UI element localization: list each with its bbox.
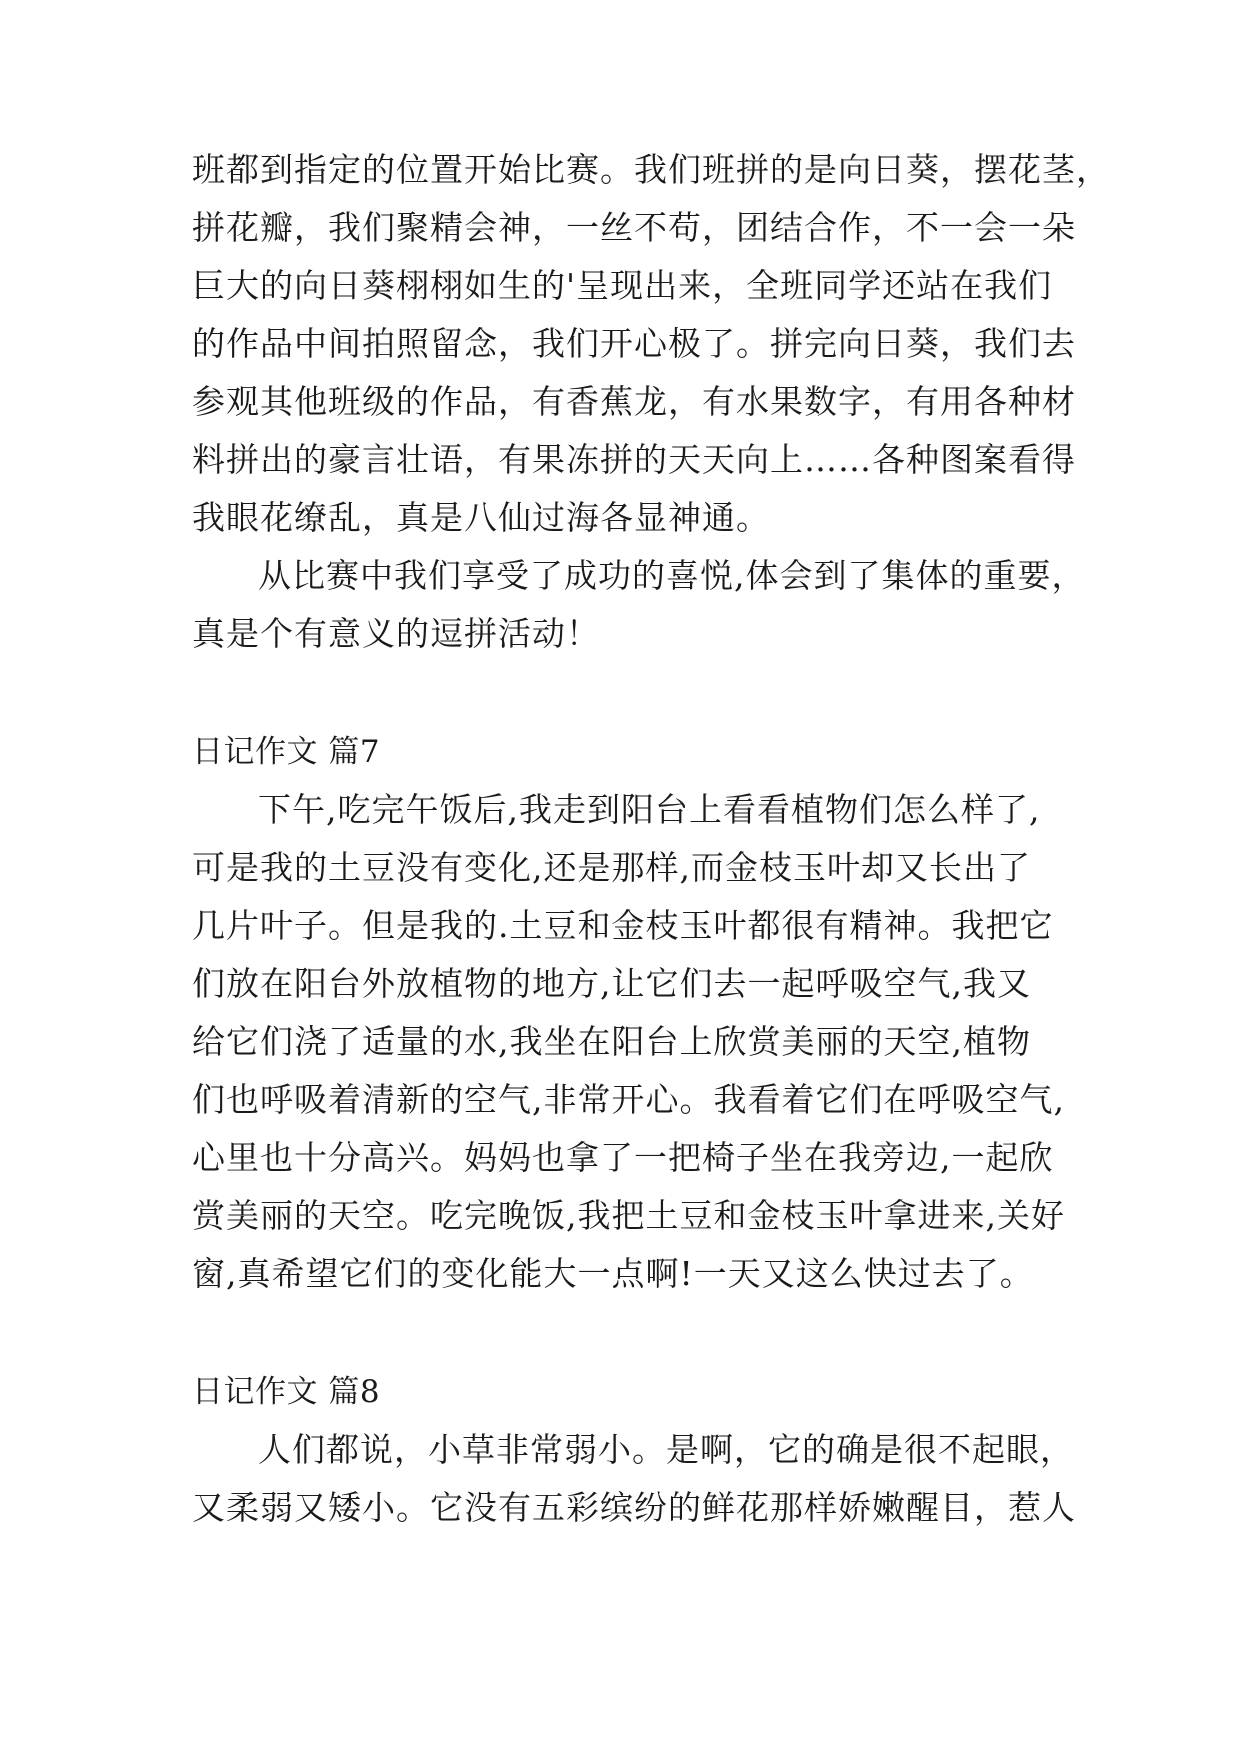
- section-heading: 日记作文 篇8: [192, 1374, 381, 1410]
- text-line: 参观其他班级的作品，有香蕉龙，有水果数字，有用各种材: [192, 382, 1076, 421]
- text-line: 赏美丽的天空。吃完晚饭,我把土豆和金枝玉叶拿进来,关好: [192, 1196, 1065, 1235]
- text-line: 心里也十分高兴。妈妈也拿了一把椅子坐在我旁边,一起欣: [192, 1138, 1054, 1177]
- text-line: 真是个有意义的逗拼活动！: [192, 614, 600, 653]
- text-line: 们也呼吸着清新的空气,非常开心。我看着它们在呼吸空气,: [192, 1080, 1065, 1119]
- text-line: 可是我的土豆没有变化,还是那样,而金枝玉叶却又长出了: [192, 848, 1031, 887]
- text-line: 班都到指定的位置开始比赛。我们班拼的是向日葵，摆花茎，: [192, 150, 1110, 189]
- text-line: 们放在阳台外放植物的地方,让它们去一起呼吸空气,我又: [192, 964, 1031, 1003]
- text-line: 料拼出的豪言壮语，有果冻拼的天天向上……各种图案看得: [192, 440, 1076, 479]
- text-line: 我眼花缭乱，真是八仙过海各显神通。: [192, 498, 770, 537]
- text-line: 巨大的向日葵栩栩如生的'呈现出来，全班同学还站在我们: [192, 266, 1053, 305]
- text-line: 人们都说，小草非常弱小。是啊，它的确是很不起眼，: [258, 1430, 1074, 1469]
- text-line: 又柔弱又矮小。它没有五彩缤纷的鲜花那样娇嫩醒目，惹人: [192, 1488, 1076, 1527]
- text-line: 几片叶子。但是我的.土豆和金枝玉叶都很有精神。我把它: [192, 906, 1054, 945]
- text-line: 窗,真希望它们的变化能大一点啊!一天又这么快过去了。: [192, 1254, 1034, 1293]
- text-line: 给它们浇了适量的水,我坐在阳台上欣赏美丽的天空,植物: [192, 1022, 1031, 1061]
- text-line: 从比赛中我们享受了成功的喜悦,体会到了集体的重要，: [258, 556, 1086, 595]
- section-heading: 日记作文 篇7: [192, 734, 381, 770]
- text-line: 下午,吃完午饭后,我走到阳台上看看植物们怎么样了,: [258, 790, 1041, 829]
- text-line: 的作品中间拍照留念，我们开心极了。拼完向日葵，我们去: [192, 324, 1076, 363]
- text-line: 拼花瓣，我们聚精会神，一丝不苟，团结合作，不一会一朵: [192, 208, 1076, 247]
